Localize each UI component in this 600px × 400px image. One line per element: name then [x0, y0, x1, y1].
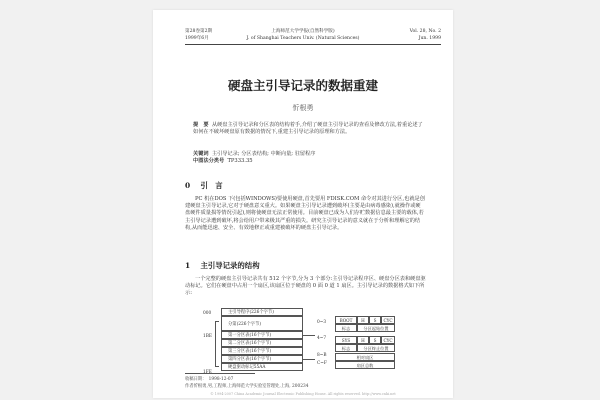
clc-label: 中图法分类号	[193, 158, 225, 164]
connector-line-lower	[303, 359, 315, 360]
cell-end-pos: 分区终止位置	[357, 344, 395, 352]
cell-cyc1: CYC	[381, 316, 395, 324]
footnote-received: 收稿日期： 1998-12-07	[185, 377, 234, 382]
offset-1fe: 1FE	[203, 370, 212, 375]
intro-paragraph: PC 机在DOS 下(包括WINDOWS)要使用硬盘,首先要用 FDISK.COM 命令对其进行分区,也就是创建硬盘主引导记录,它对于硬盘意义重大。如果硬盘主引导记录遭到破坏(主要是由病毒感染),就操作或硬盘硬件质量损等情况引起),则将使硬盘无法正常使用。目前硬盘已成为人们存贮数据信息最主要的载体,若主引导记录遭到破坏,将会给用户带来极其严重的损失。研究主引导记录的意义就在于分析和理解它的结构,从而能迅速、安全、有效地修正或重建被破坏的硬盘主引导记录。	[185, 196, 425, 231]
connector-line-upper	[303, 335, 315, 336]
header-date-en: Jun. 1999	[418, 36, 441, 41]
clc	[193, 158, 425, 165]
header-journal-cn: 上海师范大学学报(自然科学版)	[271, 29, 335, 34]
cell-boot: BOOT	[335, 316, 357, 324]
row-label-0-3: 0~3	[317, 320, 327, 325]
header-rule	[185, 44, 441, 45]
section-0-number: 0	[185, 181, 191, 190]
paper-page	[153, 10, 453, 398]
footnote-rule	[185, 373, 255, 374]
header-date: 1999年6月	[185, 36, 209, 41]
mbr-box-partition-4: 第四分区表(16个字节)	[221, 355, 303, 363]
abstract-label: 提 要	[193, 122, 209, 128]
cell-s1: S	[369, 316, 381, 324]
footnote-author-info: 作者忻根勇,男,工程师,上海师范大学实验室管理处,上海, 200234	[185, 384, 309, 389]
section-0-heading	[185, 180, 223, 191]
row-label-8-b: 8~B	[317, 353, 327, 358]
mbr-box-partition-1: 第一分区表(16个字节)	[221, 331, 303, 339]
header-journal-en: J. of Shanghai Teachers Univ. (Natural Sciences)	[246, 36, 360, 41]
copyright-line: © 1994-2007 China Academic Journal Electronic Publishing House. All rights reserved. http://www.cnki.net	[210, 392, 396, 396]
section-0-title: 引 言	[200, 181, 223, 190]
paper-author: 忻根勇	[292, 104, 314, 112]
keywords-label: 关键词	[193, 151, 209, 157]
header-vol-en: Vol. 28, No. 2	[409, 29, 441, 34]
offset-1be: 1BE	[203, 334, 213, 339]
abstract-text: 从硬盘主引导记录和分区表的结构着手,介绍了硬盘主引导记录的查看及修改方法,着重论述了如何在不破坏硬盘原有数据的情况下,重建主引导记录的原理和方法。	[193, 122, 423, 136]
cell-sys: SYS	[335, 336, 357, 344]
mbr-box-boot-program: 主引导程序(226个字节)	[221, 308, 303, 316]
mbr-box-section: 分第(226个字节)	[221, 316, 303, 331]
clc-text: TP333.35	[227, 158, 253, 164]
mbr-box-partition-2: 第二分区表(16个字节)	[221, 339, 303, 347]
mbr-box-signature: 硬盘驱动标记55AA	[221, 363, 303, 371]
row-label-c-f: C~F	[317, 361, 327, 366]
cell-total-sectors: 扇区总数	[335, 361, 395, 369]
section-1-number: 1	[185, 261, 191, 270]
cell-start-pos: 分区起始位置	[357, 324, 395, 332]
section-1-title: 主引导记录的结构	[200, 261, 260, 270]
structure-paragraph: 一个完整的硬盘主引导记录共有 512 个字节,分为 3 个部分:主引导记录程序区、硬盘分区表和硬盘驱动标记。它们在硬盘中占用一个扇区,该扇区位于硬盘的 0 面 0 道 1 扇区。主引导记录的数据格式如下所示:	[185, 276, 426, 297]
partition-table-brace	[215, 321, 219, 367]
cell-h1: H	[357, 316, 369, 324]
abstract	[193, 122, 425, 136]
keywords-text: 主引导记录; 分区表结构; 中断向量; 驻留程序	[211, 151, 316, 157]
cell-flag2: 标志	[335, 344, 357, 352]
cell-flag1: 标志	[335, 324, 357, 332]
row-label-4-7: 4~7	[317, 336, 327, 341]
header-volume: 第28卷第2期	[185, 29, 213, 34]
cell-s2: S	[369, 336, 381, 344]
paper-title: 硬盘主引导记录的数据重建	[227, 78, 378, 93]
cell-cyc2: CYC	[381, 336, 395, 344]
section-1-heading	[185, 260, 260, 271]
cell-relative-sector: 相对扇区	[335, 353, 395, 361]
mbr-box-partition-3: 第三分区表(16个字节)	[221, 347, 303, 355]
offset-000: 000	[203, 311, 212, 316]
cell-h2: H	[357, 336, 369, 344]
